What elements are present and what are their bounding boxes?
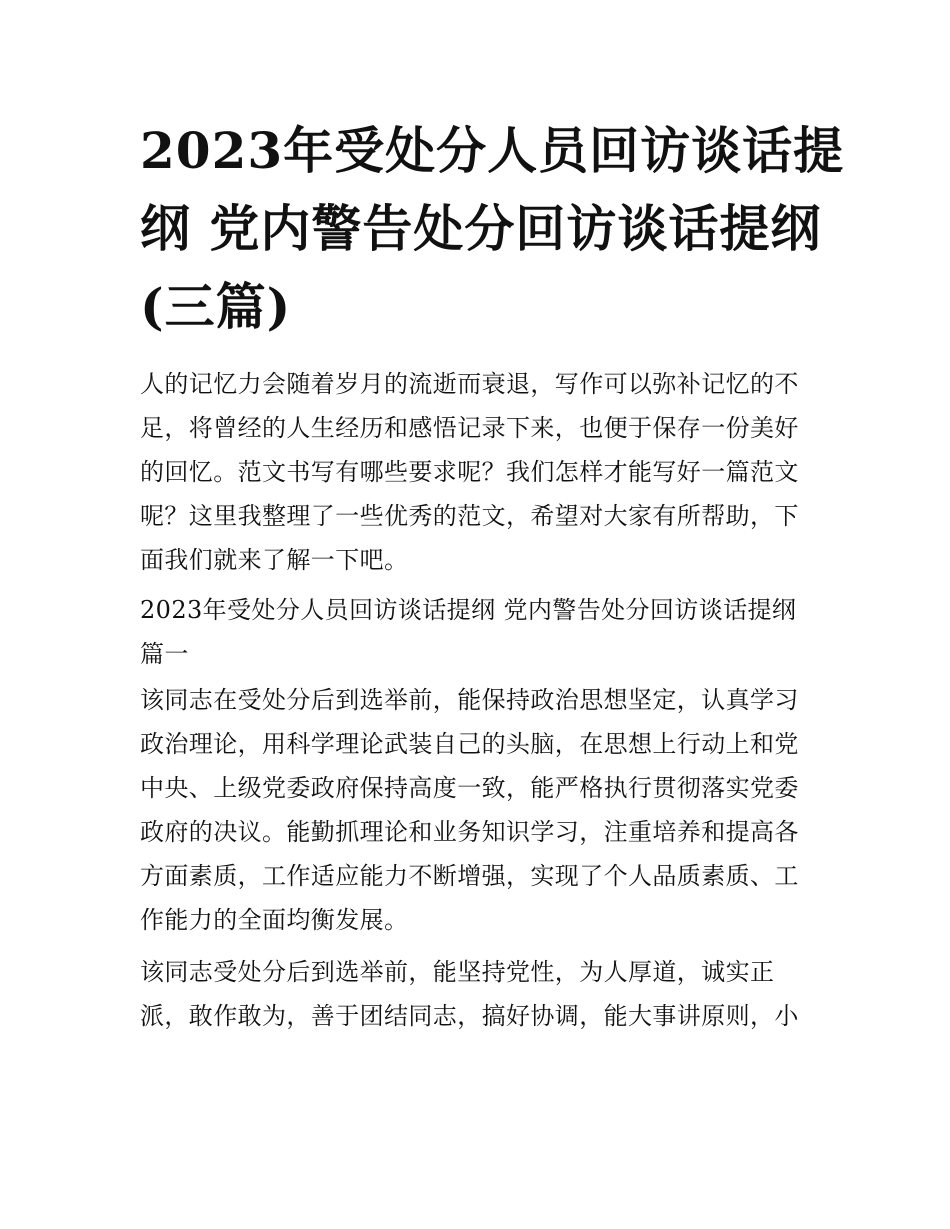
text-line: 中央、上级党委政府保持高度一致，能严格执行贯彻落实党委 <box>140 774 799 802</box>
text-line: 人的记忆力会随着岁月的流逝而衰退，写作可以弥补记忆的不 <box>140 370 799 398</box>
text-line: 面我们就来了解一下吧。 <box>140 546 409 574</box>
body-paragraph <box>140 950 812 1038</box>
intro-paragraph <box>140 362 812 582</box>
text-line: 的回忆。范文书写有哪些要求呢？我们怎样才能写好一篇范文 <box>140 458 799 486</box>
text-line: 方面素质，工作适应能力不断增强，实现了个人品质素质、工 <box>140 862 799 890</box>
document-title <box>140 112 845 346</box>
text-line: 足，将曾经的人生经历和感悟记录下来，也便于保存一份美好 <box>140 414 799 442</box>
body-paragraph <box>140 678 812 942</box>
document-page <box>140 112 845 1038</box>
text-line: 该同志受处分后到选举前，能坚持党性，为人厚道，诚实正 <box>140 958 775 986</box>
text-line: 篇一 <box>140 640 189 668</box>
section-heading <box>140 588 812 676</box>
text-line: 政府的决议。能勤抓理论和业务知识学习，注重培养和提高各 <box>140 818 799 846</box>
title-line: (三篇) <box>140 277 292 336</box>
text-line: 派，敢作敢为，善于团结同志，搞好协调，能大事讲原则，小 <box>140 1002 799 1030</box>
text-line: 作能力的全面均衡发展。 <box>140 906 409 934</box>
title-line: 纲 党内警告处分回访谈话提纲 <box>140 199 822 258</box>
text-line: 该同志在受处分后到选举前，能保持政治思想坚定，认真学习 <box>140 686 799 714</box>
text-line: 呢？这里我整理了一些优秀的范文，希望对大家有所帮助，下 <box>140 502 799 530</box>
text-line: 政治理论，用科学理论武装自己的头脑，在思想上行动上和党 <box>140 730 799 758</box>
title-line: 2023年受处分人员回访谈话提 <box>140 121 845 180</box>
text-line: 2023年受处分人员回访谈话提纲 党内警告处分回访谈话提纲 <box>140 596 797 624</box>
